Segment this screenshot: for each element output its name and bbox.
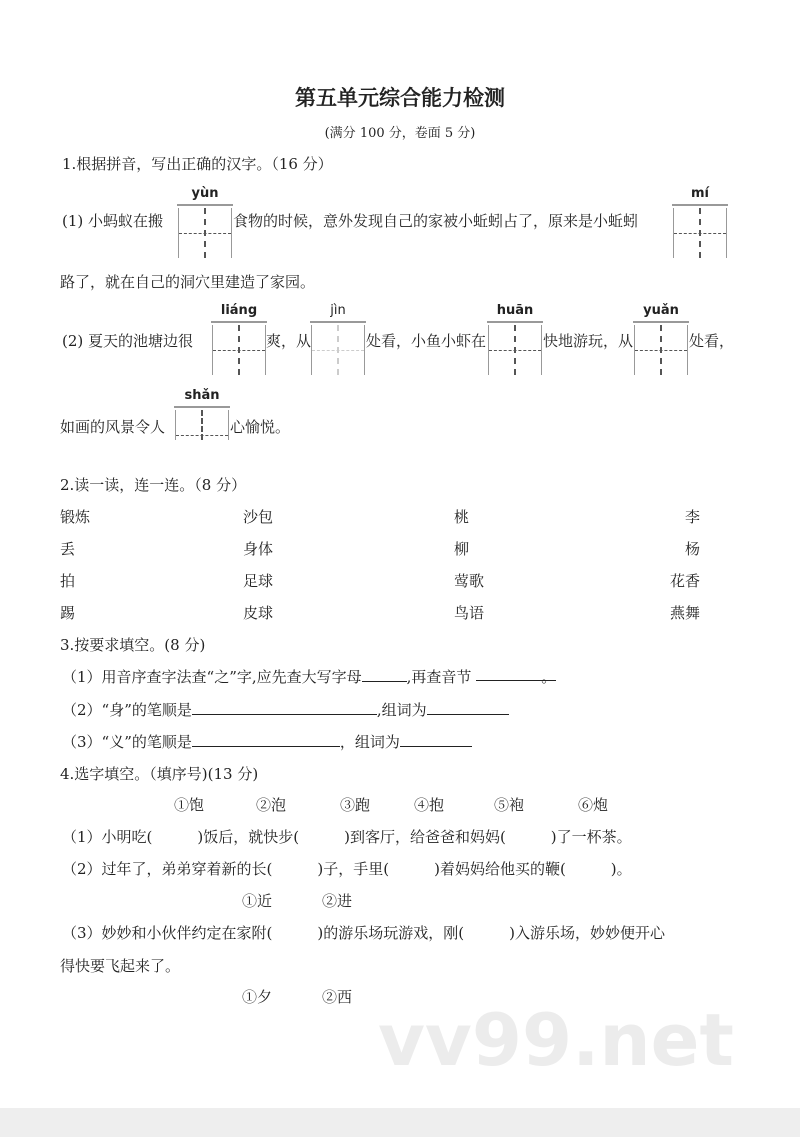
text: （3）“义”的笔顺是 — [62, 733, 192, 751]
q3-line-1 — [62, 666, 556, 687]
page-bottom-edge — [0, 1108, 800, 1137]
option-char: ②泡 — [256, 796, 287, 814]
pinyin: shǎn — [174, 386, 230, 408]
q1-text: 路了，就在自己的洞穴里建造了家园。 — [60, 273, 316, 291]
answer-blank[interactable] — [476, 666, 557, 686]
page-title: 第五单元综合能力检测 — [295, 86, 505, 110]
pinyin-box[interactable] — [311, 303, 365, 375]
match-word: 拍 — [60, 572, 76, 590]
q4-line-3: （3）妙妙和小伙伴约定在家附( )的游乐场玩游戏，刚( )入游乐场，妙妙便开心 — [62, 924, 665, 942]
match-word: 杨 — [684, 540, 700, 558]
q1-text: 食物的时候，意外发现自己的家被小蚯蚓占了，原来是小蚯蚓 — [233, 212, 639, 230]
option-char: ⑥炮 — [578, 796, 609, 814]
match-word: 花香 — [669, 572, 700, 590]
pinyin: huān — [487, 301, 543, 323]
pinyin-box[interactable] — [673, 186, 727, 258]
option-char: ②进 — [322, 892, 353, 910]
pinyin-box[interactable] — [212, 303, 266, 375]
pinyin: yuǎn — [633, 301, 689, 323]
pinyin-box[interactable] — [178, 186, 232, 258]
text: ,再查音节 — [406, 668, 472, 686]
text: （1）用音序查字法查“之”字,应先查大写字母 — [62, 668, 362, 686]
watermark: vv99.net — [378, 998, 734, 1082]
match-word: 足球 — [243, 572, 274, 590]
q3-line-3 — [62, 731, 472, 752]
match-word: 锻炼 — [60, 508, 91, 526]
q1-text: 心愉悦。 — [230, 418, 291, 436]
option-char: ①夕 — [242, 988, 273, 1006]
text: ，组词为 — [339, 733, 400, 751]
option-char: ①近 — [242, 892, 273, 910]
match-word: 柳 — [454, 540, 470, 558]
q1-text: (1) 小蚂蚁在搬 — [62, 212, 164, 230]
q3-line-2 — [62, 699, 509, 720]
pinyin: jìn — [310, 301, 366, 323]
match-word: 皮球 — [243, 604, 274, 622]
q2-heading: 2.读一读，连一连。（8 分） — [60, 476, 247, 494]
match-word: 沙包 — [243, 508, 274, 526]
q1-text: (2) 夏天的池塘边很 — [62, 332, 194, 350]
q4-line-1: （1）小明吃( )饭后，就快步( )到客厅，给爸爸和妈妈( )了一杯茶。 — [62, 828, 632, 846]
q4-line-3b: 得快要飞起来了。 — [60, 957, 181, 975]
q1-text: 如画的风景令人 — [60, 418, 166, 436]
q1-text: 爽，从 — [266, 332, 312, 350]
answer-blank[interactable] — [400, 732, 472, 747]
q1-heading: 1.根据拼音，写出正确的汉字。（16 分） — [62, 155, 333, 173]
q4-heading: 4.选字填空。（填序号)(13 分) — [60, 765, 259, 783]
q4-line-2: （2）过年了，弟弟穿着新的长( )子，手里( )着妈妈给他买的鞭( )。 — [62, 860, 632, 878]
answer-blank[interactable] — [192, 732, 340, 747]
option-char: ⑤袍 — [494, 796, 525, 814]
q1-text: 处看，小鱼小虾在 — [366, 332, 487, 350]
match-word: 踢 — [60, 604, 76, 622]
match-word: 桃 — [454, 508, 470, 526]
option-char: ①饱 — [174, 796, 205, 814]
pinyin-box[interactable] — [634, 303, 688, 375]
option-char: ②西 — [322, 988, 353, 1006]
option-char: ④抱 — [414, 796, 445, 814]
q1-text: 处看， — [689, 332, 735, 350]
match-word: 身体 — [243, 540, 274, 558]
option-char: ③跑 — [340, 796, 371, 814]
match-word: 李 — [684, 508, 700, 526]
match-word: 燕舞 — [669, 604, 700, 622]
q1-text: 快地游玩，从 — [543, 332, 634, 350]
score-note: (满分 100 分，卷面 5 分) — [324, 126, 476, 141]
pinyin: yùn — [177, 184, 233, 206]
answer-blank[interactable] — [427, 700, 509, 715]
pinyin: liáng — [211, 301, 267, 323]
match-word: 鸟语 — [454, 604, 485, 622]
answer-blank[interactable] — [192, 700, 377, 715]
pinyin-box[interactable] — [488, 303, 542, 375]
text: ,组词为 — [376, 701, 427, 719]
q3-heading: 3.按要求填空。(8 分) — [60, 636, 206, 654]
match-word: 丢 — [60, 540, 76, 558]
pinyin: mí — [672, 184, 728, 206]
text: （2）“身”的笔顺是 — [62, 701, 192, 719]
match-word: 莺歌 — [454, 572, 485, 590]
answer-blank[interactable] — [362, 667, 407, 682]
pinyin-box[interactable] — [175, 388, 229, 440]
text: 。 — [541, 668, 557, 686]
